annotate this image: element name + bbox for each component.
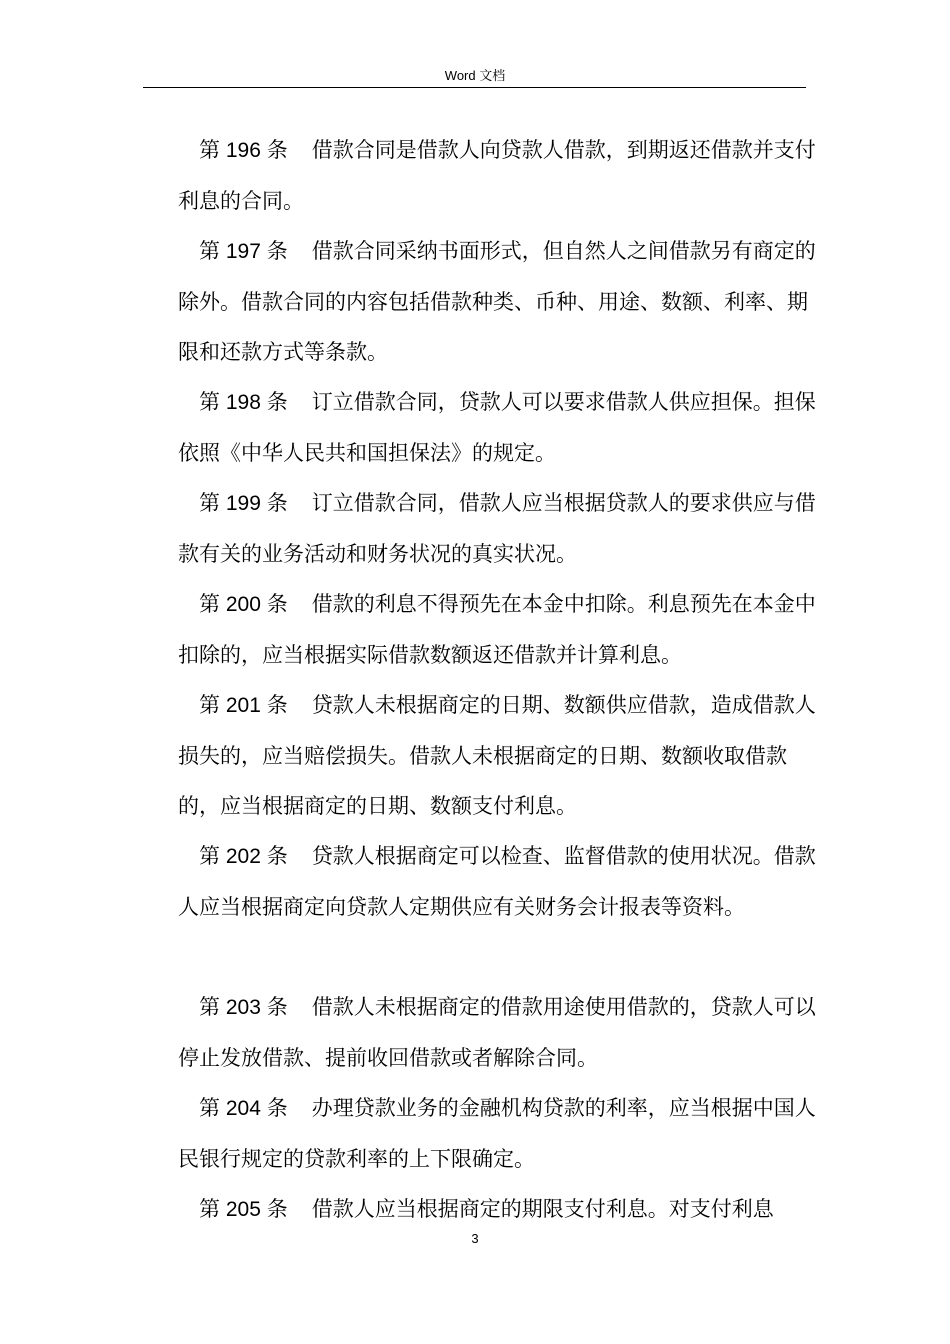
article-paragraph	[178, 982, 818, 1083]
article-paragraph	[178, 1184, 818, 1235]
article-label: 第 203 条	[199, 996, 288, 1019]
article-text: 订立借款合同，借款人应当根据贷款人的要求供应与借款有关的业务活动和财务状况的真实状况。	[178, 491, 816, 566]
article-text: 借款合同是借款人向贷款人借款，到期返还借款并支付利息的合同。	[178, 138, 816, 213]
article-paragraph	[178, 680, 818, 831]
article-text: 借款人应当根据商定的期限支付利息。对支付利息	[311, 1197, 774, 1221]
article-label: 第 197 条	[199, 240, 288, 263]
article-text: 办理贷款业务的金融机构贷款的利率，应当根据中国人民银行规定的贷款利率的上下限确定。	[178, 1096, 816, 1171]
article-label: 第 200 条	[199, 593, 288, 616]
article-text: 借款人未根据商定的借款用途使用借款的，贷款人可以停止发放借款、提前收回借款或者解除合同。	[178, 995, 816, 1070]
article-paragraph	[178, 831, 818, 932]
page-header-title: Word 文档	[444, 68, 506, 83]
article-label: 第 202 条	[199, 845, 288, 868]
article-paragraph	[178, 579, 818, 680]
article-label: 第 199 条	[199, 492, 288, 515]
document-body	[178, 125, 818, 1235]
header-rule	[143, 87, 806, 88]
article-text: 借款的利息不得预先在本金中扣除。利息预先在本金中扣除的，应当根据实际借款数额返还借款并计算利息。	[178, 592, 816, 667]
article-paragraph	[178, 125, 818, 226]
article-paragraph	[178, 478, 818, 579]
article-paragraph	[178, 377, 818, 478]
page-number: 3	[471, 1231, 479, 1246]
article-label: 第 198 条	[199, 391, 288, 414]
article-label: 第 201 条	[199, 694, 288, 717]
article-paragraph	[178, 226, 818, 377]
article-text: 借款合同采纳书面形式，但自然人之间借款另有商定的除外。借款合同的内容包括借款种类、币种、用途、数额、利率、期限和还款方式等条款。	[178, 239, 816, 364]
article-label: 第 196 条	[199, 139, 288, 162]
article-text: 贷款人根据商定可以检查、监督借款的使用状况。借款人应当根据商定向贷款人定期供应有关财务会计报表等资料。	[178, 844, 816, 919]
article-label: 第 205 条	[199, 1198, 288, 1221]
article-label: 第 204 条	[199, 1097, 288, 1120]
article-paragraph	[178, 1083, 818, 1184]
article-text: 贷款人未根据商定的日期、数额供应借款，造成借款人损失的，应当赔偿损失。借款人未根据商定的日期、数额收取借款的，应当根据商定的日期、数额支付利息。	[178, 693, 816, 818]
article-text: 订立借款合同，贷款人可以要求借款人供应担保。担保依照《中华人民共和国担保法》的规定。	[178, 390, 816, 465]
